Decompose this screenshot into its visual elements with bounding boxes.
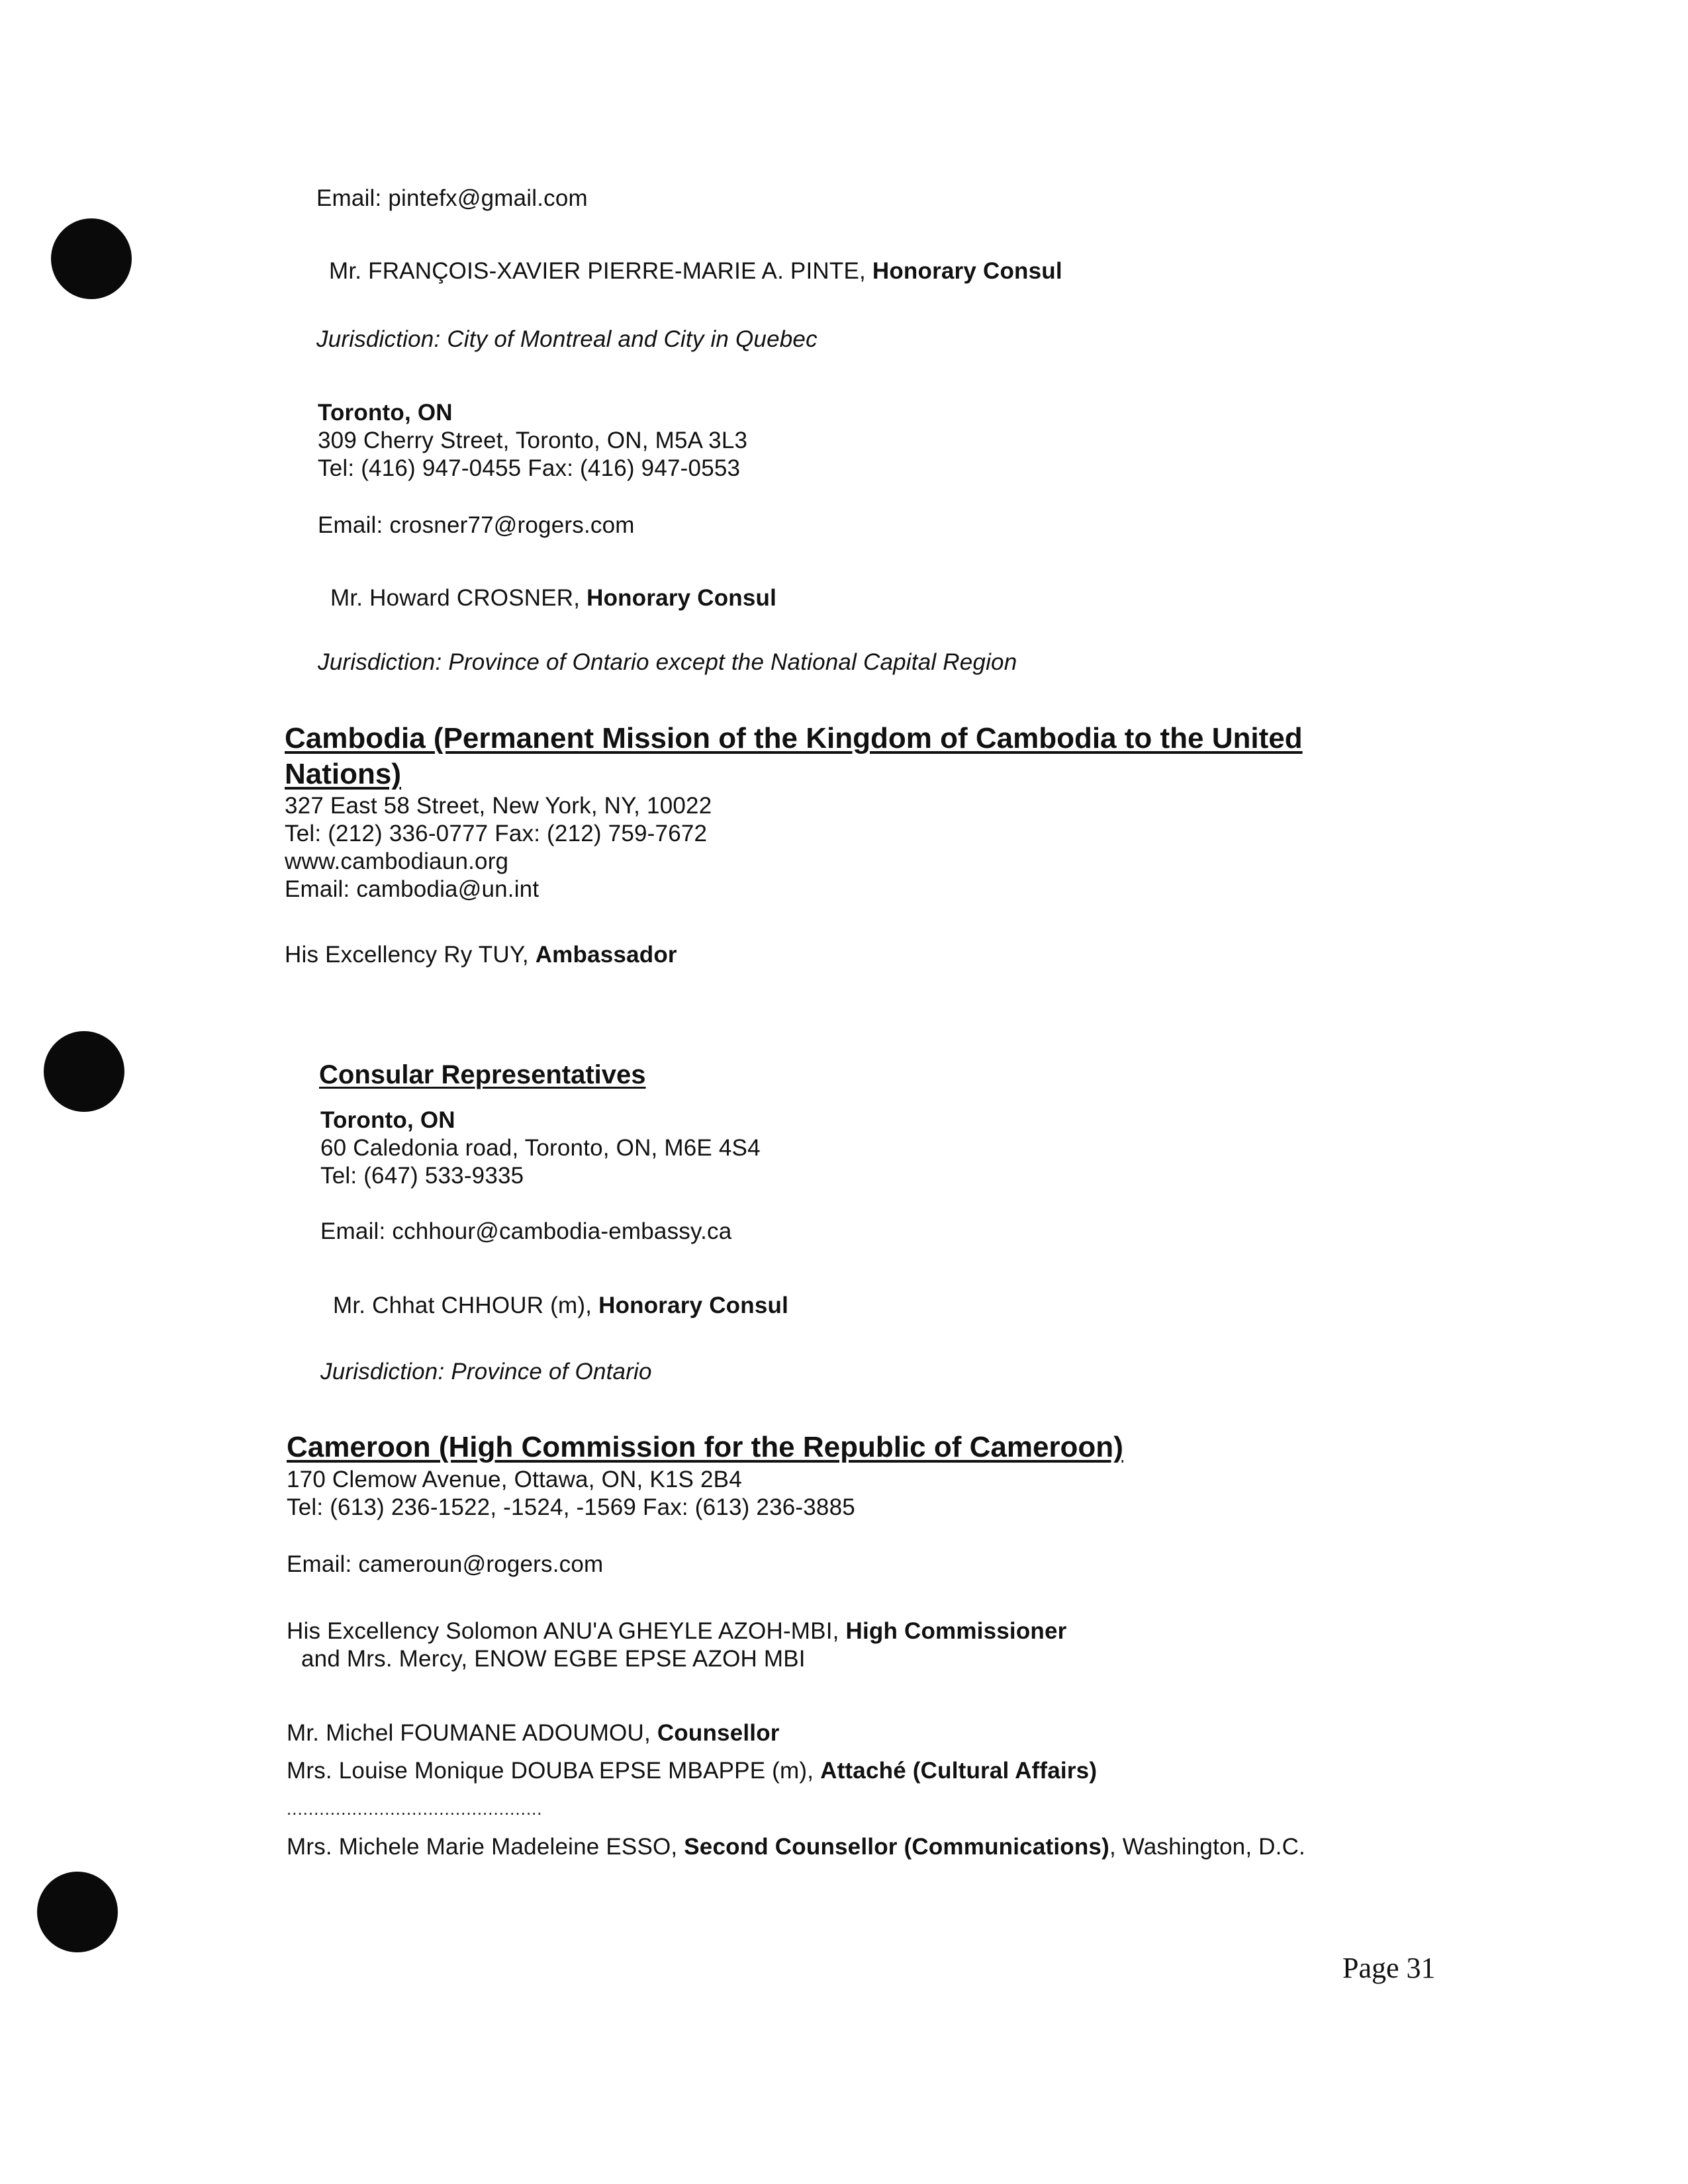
staff-title: Attaché (Cultural Affairs) (820, 1758, 1098, 1784)
city-heading: Toronto, ON (320, 1107, 455, 1133)
phone-line: Tel: (647) 533-9335 (320, 1163, 524, 1189)
email-line: Email: pintefx@gmail.com (316, 185, 588, 211)
spouse-line: and Mrs. Mercy, ENOW EGBE EPSE AZOH MBI (301, 1646, 806, 1672)
consular-representatives-heading: Consular Representatives (319, 1060, 646, 1089)
section-heading-cambodia: Cambodia (Permanent Mission of the Kingdom of Cambodia to the United (285, 722, 1303, 754)
phone-line: Tel: (212) 336-0777 Fax: (212) 759-7672 (285, 821, 708, 846)
person-title: Honorary Consul (586, 585, 777, 611)
person-name: Mr. FRANÇOIS-XAVIER PIERRE-MARIE A. PINTE, (329, 258, 872, 284)
ambassador-title: Ambassador (535, 942, 677, 968)
staff-title: Second Counsellor (Communications) (684, 1834, 1109, 1860)
email-line: Email: crosner77@rogers.com (318, 512, 635, 538)
staff-location: , Washington, D.C. (1109, 1834, 1305, 1860)
jurisdiction-line: Jurisdiction: City of Montreal and City in Quebec (316, 326, 818, 352)
high-commissioner-line (287, 1617, 1067, 1645)
section-heading-cameroon: Cameroon (High Commission for the Republic of Cameroon) (287, 1431, 1123, 1463)
city-heading: Toronto, ON (318, 400, 453, 426)
email-line: Email: cchhour@cambodia-embassy.ca (320, 1218, 732, 1244)
person-line (333, 1292, 788, 1320)
high-commissioner-title: High Commissioner (845, 1618, 1067, 1644)
person-line (329, 257, 1062, 285)
staff-line-attache (287, 1757, 1097, 1785)
staff-name: Mrs. Michele Marie Madeleine ESSO, (287, 1834, 684, 1860)
phone-line: Tel: (613) 236-1522, -1524, -1569 Fax: (613) 236-3885 (287, 1494, 855, 1520)
page-number: Page 31 (1342, 1952, 1436, 1984)
binder-hole-bottom (37, 1872, 118, 1952)
section-heading-cambodia-cont: Nations) (285, 758, 401, 790)
address-line: 327 East 58 Street, New York, NY, 10022 (285, 793, 712, 819)
ambassador-name: His Excellency Ry TUY, (285, 942, 536, 968)
person-name: Mr. Chhat CHHOUR (m), (333, 1293, 599, 1318)
staff-line-counsellor (287, 1719, 780, 1747)
email-line: Email: cameroun@rogers.com (287, 1551, 604, 1577)
address-line: 170 Clemow Avenue, Ottawa, ON, K1S 2B4 (287, 1467, 742, 1492)
binder-hole-top (51, 218, 132, 299)
person-title: Honorary Consul (872, 258, 1062, 284)
jurisdiction-line: Jurisdiction: Province of Ontario except the National Capital Region (318, 649, 1017, 675)
email-line: Email: cambodia@un.int (285, 876, 539, 902)
person-title: Honorary Consul (598, 1293, 789, 1318)
staff-name: Mrs. Louise Monique DOUBA EPSE MBAPPE (m), (287, 1758, 821, 1784)
address-line: 60 Caledonia road, Toronto, ON, M6E 4S4 (320, 1135, 761, 1161)
ambassador-line (285, 941, 677, 969)
jurisdiction-line: Jurisdiction: Province of Ontario (320, 1359, 652, 1385)
person-line (330, 584, 776, 612)
staff-line-remote (287, 1833, 1305, 1861)
phone-line: Tel: (416) 947-0455 Fax: (416) 947-0553 (318, 455, 741, 481)
staff-name: Mr. Michel FOUMANE ADOUMOU, (287, 1720, 657, 1746)
person-name: Mr. Howard CROSNER, (330, 585, 587, 611)
address-line: 309 Cherry Street, Toronto, ON, M5A 3L3 (318, 428, 748, 453)
binder-hole-middle (44, 1031, 124, 1112)
staff-title: Counsellor (657, 1720, 780, 1746)
dotted-separator: ............................................... (287, 1799, 543, 1819)
website-line: www.cambodiaun.org (285, 848, 509, 874)
high-commissioner-name: His Excellency Solomon ANU'A GHEYLE AZOH-MBI, (287, 1618, 846, 1644)
